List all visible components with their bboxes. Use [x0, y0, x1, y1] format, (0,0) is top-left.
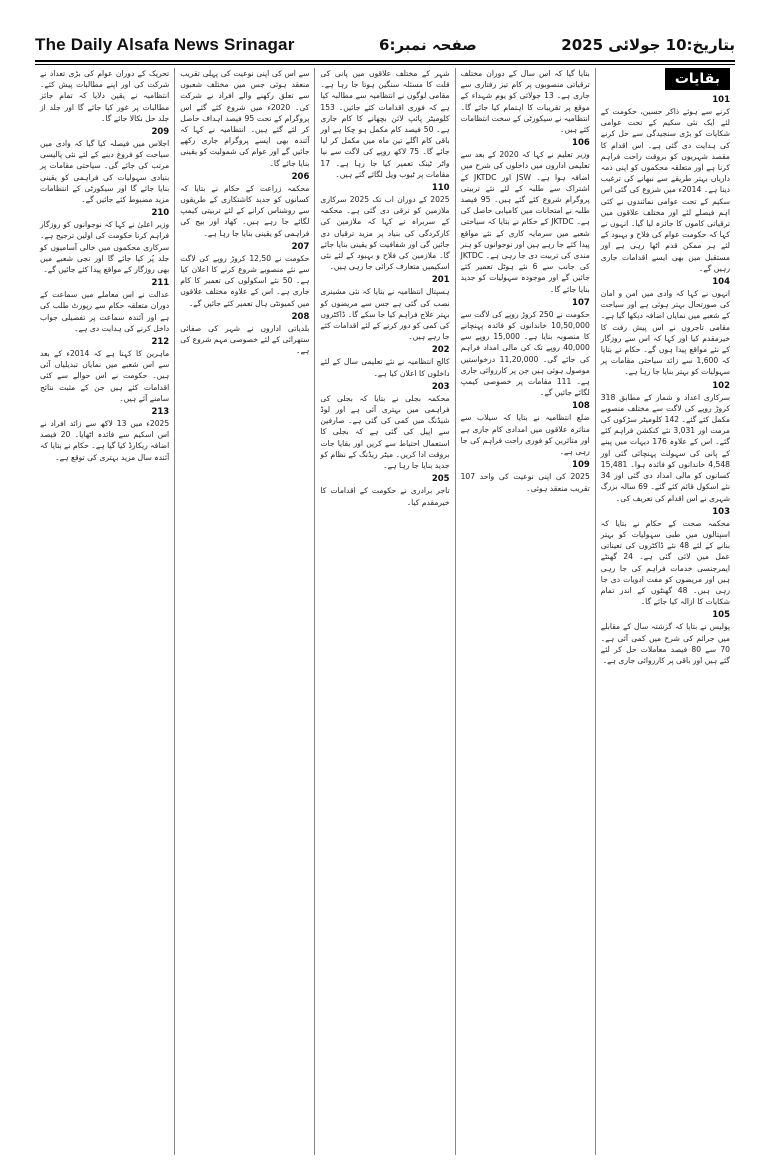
item-number: 107 [572, 297, 590, 308]
item-text: حکومت نے 12,50 کروڑ روپے کی لاگت سے نئے منصوبے شروع کرنے کا اعلان کیا ہے۔ 50 نئے اسکولوں کی تعمیر کا کام جاری ہے۔ اس کے علاوہ مختلف علاقوں میں کمیونٹی ہال تعمیر کئے جائیں گے۔ [180, 253, 310, 308]
article-item [180, 68, 309, 169]
item-text: بتایا گیا کہ اس سال کے دوران مختلف ترقیاتی منصوبوں پر کام تیز رفتاری سے جاری ہے۔ 13 جولائی کو یوم شہداء کے موقع پر تقریبات کا اہتمام کیا جائے گا۔ انتظامیہ نے سیکورٹی کے سخت انتظامات کئے ہیں۔ [460, 69, 590, 135]
article-item [601, 610, 730, 666]
item-text: ماہرین کا کہنا ہے کہ 2014ء کے بعد سے اس شعبے میں نمایاں تبدیلیاں آئی ہیں۔ حکومت نے اس حوالے سے کئی اقدامات کئے ہیں جن کے مثبت نتائج سامنے آئے ہیں۔ [39, 349, 170, 403]
item-text: وزیر اعلیٰ نے کہا کہ نوجوانوں کو روزگار فراہم کرنا حکومت کی اولین ترجیح ہے۔ سرکاری محکموں میں خالی آسامیوں کو جلد پُر کیا جائے گا اور نجی شعبے میں بھی روزگار کے مواقع پیدا کئے جائیں گے۔ [39, 220, 170, 275]
article-item [40, 407, 169, 463]
item-number: 213 [151, 407, 170, 418]
article-item [320, 382, 449, 471]
item-text: سے اس کی اپنی نوعیت کی پہلی تقریب منعقد ہوئی جس میں مختلف شعبوں سے تعلق رکھنے والے افراد نے شرکت کی۔ 2020ء میں شروع کئے گئے اس پروگرام کے تحت 95 فیصد اہداف حاصل کر لئے گئے ہیں۔ انتظامیہ نے کہا کہ آئندہ بھی ایسے پروگرام جاری رکھے جائیں گے اور عوام کی شمولیت کو یقینی بنایا جائے گا۔ [180, 69, 310, 168]
item-text: حکومت نے 250 کروڑ روپے کی لاگت سے 10,50,000 خاندانوں کو فائدہ پہنچانے کا منصوبہ بنایا ہے۔ 15,000 روپے سے 40,000 روپے تک کی مالی امداد فراہم کی جائے گی۔ 11,20,000 درخواستیں موصول ہوئی ہیں جن پر کارروائی جاری ہے۔ 111 مقامات پر خصوصی کیمپ لگائے جائیں گے۔ [460, 309, 590, 398]
column-2 [455, 68, 595, 1155]
item-text: پولیس نے بتایا کہ گزشتہ سال کے مقابلے میں جرائم کی شرح میں کمی آئی ہے۔ 70 سے 80 فیصد معاملات حل کر لئے گئے ہیں اور باقی پر کارروائی جاری ہے۔ [600, 622, 730, 665]
item-number: 110 [431, 183, 450, 194]
article-item [320, 345, 449, 378]
article-item [461, 68, 590, 135]
masthead-rule [35, 64, 735, 65]
article-item [40, 208, 169, 275]
article-item [461, 138, 590, 295]
article-item [601, 95, 730, 274]
item-number: 201 [431, 275, 450, 286]
item-number: 109 [572, 460, 590, 471]
column-1 [595, 68, 735, 1155]
article-item [601, 381, 730, 504]
item-text: تاجر برادری نے حکومت کے اقدامات کا خیرمقدم کیا۔ [320, 486, 450, 507]
item-text: 2025ء میں 13 لاکھ سے زائد افراد نے اس اسکیم سے فائدہ اٹھایا۔ 20 فیصد اضافہ ریکارڈ کیا گیا ہے۔ حکام نے بتایا کہ آئندہ سال مزید بہتری کی توقع ہے۔ [39, 419, 170, 462]
item-text: عدالت نے اس معاملے میں سماعت کے دوران متعلقہ حکام سے رپورٹ طلب کی ہے اور آئندہ سماعت پر تفصیلی جواب داخل کرنے کی ہدایت دی ہے۔ [39, 290, 170, 333]
article-item [40, 337, 169, 404]
item-number: 108 [572, 401, 590, 412]
item-number: 206 [291, 171, 310, 182]
item-number: 101 [712, 95, 730, 105]
item-number: 208 [291, 311, 310, 322]
item-text: شہر کے مختلف علاقوں میں پانی کی قلت کا مسئلہ سنگین ہوتا جا رہا ہے۔ مقامی لوگوں نے انتظامیہ سے مطالبہ کیا ہے کہ فوری اقدامات کئے جائیں۔ 153 کلومیٹر پائپ لائن بچھانے کا کام جاری ہے۔ 50 فیصد کام مکمل ہو چکا ہے اور باقی کام اگلے تین ماہ میں مکمل کر لیا جائے گا۔ 75 لاکھ روپے کی لاگت سے نیا واٹر ٹینک تعمیر کیا جا رہا ہے۔ 17 مقامات پر ٹیوب ویل لگائے گئے ہیں۔ [320, 69, 450, 179]
column-4 [174, 68, 314, 1155]
article-item [601, 507, 730, 608]
item-number: 103 [712, 506, 730, 517]
item-number: 202 [431, 345, 450, 356]
column-5 [35, 68, 174, 1155]
newspaper-title: The Daily Alsafa News Srinagar [35, 35, 295, 54]
item-number: 106 [572, 138, 590, 149]
item-text: تحریک کے دوران عوام کی بڑی تعداد نے شرکت کی اور اپنے مطالبات پیش کئے۔ انتظامیہ نے یقین دلایا کہ تمام جائز مطالبات پر غور کیا جائے گا اور جلد از جلد حل نکالا جائے گا۔ [39, 69, 170, 123]
article-item [461, 401, 590, 457]
article-item [601, 277, 730, 378]
item-number: 203 [431, 381, 450, 392]
article-item [320, 275, 449, 342]
item-text: 2025 کی اپنی نوعیت کی واحد 107 تقریب منعقد ہوئی۔ [460, 472, 590, 493]
column-3 [314, 68, 454, 1155]
item-text: کرنے سے ہوئے ذاکر حسین، حکومت کے لئے ایک نئی سکیم کے تحت عوامی شکایات کو بڑی سنجیدگی سے حل کرنے کی ہدایت دی گئی ہے۔ اس اقدام کا مقصد شہریوں کو بروقت راحت فراہم کرنا ہے اور متعلقہ محکموں کو اپنی ذمہ داریاں بہتر طریقے سے نبھانے کی ترغیب دینا ہے۔ 2014ء میں شروع کی گئی اس سکیم کے تحت عوامی نمائندوں نے کئی اہم فیصلے لئے اور مختلف علاقوں میں ترقیاتی کاموں کا جائزہ لیا گیا۔ انہوں نے کہا کہ حکومت عوام کی فلاح و بہبود کے لئے ہر ممکن قدم اٹھا رہی ہے اور مستقبل میں بھی ایسے اقدامات جاری رہیں گے۔ [600, 107, 731, 273]
masthead [35, 30, 735, 62]
item-text: اجلاس میں فیصلہ کیا گیا کہ وادی میں سیاحت کو فروغ دینے کے لئے نئی پالیسی مرتب کی جائے گی۔ سیاحتی مقامات پر بنیادی سہولیات کی فراہمی کو یقینی بنایا جائے گا اور سیکورٹی کے انتظامات مزید مضبوط کئے جائیں گے۔ [39, 139, 170, 205]
article-item [180, 242, 309, 309]
article-item [461, 298, 590, 399]
item-text: کالج انتظامیہ نے نئے تعلیمی سال کے لئے داخلوں کا اعلان کیا ہے۔ [320, 357, 450, 378]
article-item [40, 68, 169, 124]
article-item [180, 172, 309, 239]
article-item [320, 68, 449, 180]
item-text: محکمہ بجلی نے بتایا کہ بجلی کی فراہمی میں بہتری آئی ہے اور لوڈ شیڈنگ میں کمی کی گئی ہے۔ صارفین سے اپیل کی گئی ہے کہ بجلی کا استعمال احتیاط سے کریں اور بقایا جات بروقت ادا کریں۔ میٹر ریڈنگ کے نظام کو جدید بنایا جا رہا ہے۔ [320, 393, 450, 471]
item-text: ہسپتال انتظامیہ نے بتایا کہ نئی مشینری نصب کی گئی ہے جس سے مریضوں کو بہتر علاج فراہم کیا جا سکے گا۔ ڈاکٹروں کی کمی کو دور کرنے کے لئے اقدامات کئے جا رہے ہیں۔ [320, 287, 450, 342]
item-text: محکمہ زراعت کے حکام نے بتایا کہ کسانوں کو جدید کاشتکاری کے طریقوں سے روشناس کرانے کے لئے تربیتی کیمپ لگائے جا رہے ہیں۔ کھاد اور بیج کی فراہمی کو یقینی بنایا جا رہا ہے۔ [180, 183, 310, 238]
item-text: بلدیاتی اداروں نے شہر کی صفائی ستھرائی کے لئے خصوصی مہم شروع کی ہے۔ [180, 323, 310, 356]
article-item [320, 474, 449, 507]
item-number: 105 [712, 610, 730, 621]
issue-date: بتاریخ:10 جولائی 2025 [561, 36, 735, 54]
item-number: 212 [151, 337, 170, 348]
item-number: 209 [151, 127, 170, 138]
item-number: 102 [712, 380, 730, 391]
article-item [180, 312, 309, 357]
item-number: 207 [291, 241, 310, 252]
item-number: 104 [712, 277, 730, 288]
article-columns [35, 68, 735, 1155]
article-item [320, 183, 449, 272]
item-text: انہوں نے کہا کہ وادی میں امن و امان کی صورتحال بہتر ہوئی ہے اور سیاحت کے شعبے میں نمایاں اضافہ دیکھا گیا ہے۔ مقامی تاجروں نے اس پیش رفت کا خیرمقدم کیا اور کہا کہ اس سے روزگار کے نئے مواقع پیدا ہوں گے۔ حکام نے بتایا کہ 1,600 سے زائد سیاحتی مقامات پر سہولیات کو بہتر بنایا جا رہا ہے۔ [600, 289, 730, 377]
item-number: 211 [151, 278, 170, 289]
item-text: ضلع انتظامیہ نے بتایا کہ سیلاب سے متاثرہ علاقوں میں امدادی کام جاری ہے اور متاثرین کو فوری راحت فراہم کی جا رہی ہے۔ [460, 413, 590, 457]
item-text: وزیر تعلیم نے کہا کہ 2020 کے بعد سے تعلیمی اداروں میں داخلوں کی شرح میں اضافہ ہوا ہے۔ JSW اور JKTDC کے اشتراک سے طلبہ کے لئے نئے تربیتی پروگرام شروع کئے گئے ہیں۔ 95 فیصد طلبہ نے امتحانات میں کامیابی حاصل کی ہے۔ JKTDC کے حکام نے بتایا کہ سیاحتی شعبے میں سرمایہ کاری کے نئے مواقع پیدا کئے جا رہے ہیں اور نوجوانوں کو ہنر مندی کی تربیت دی جا رہی ہے۔ JKTDC کی جانب سے 6 نئے ہوٹل تعمیر کئے جائیں گے اور موجودہ سہولیات کو جدید بنایا جائے گا۔ [460, 150, 590, 294]
item-text: سرکاری اعداد و شمار کے مطابق 318 کروڑ روپے کی لاگت سے مختلف منصوبے مکمل کئے گئے۔ 142 کلومیٹر سڑکوں کی مرمت اور 3,031 نئے کنکشن فراہم کئے گئے۔ اس کے علاوہ 176 دیہات میں پینے کے پانی کی سہولت پہنچائی گئی اور 4,548 خاندانوں کو فائدہ ہوا۔ 15,481 کسانوں کو مالی امداد دی گئی اور 34 نئے اسکول قائم کئے گئے۔ 69 سالہ بزرگ شہری نے اس اقدام کی تعریف کی۔ [600, 392, 731, 503]
item-number: 210 [151, 208, 170, 219]
item-number: 205 [431, 474, 450, 485]
item-text: محکمہ صحت کے حکام نے بتایا کہ اسپتالوں میں طبی سہولیات کو بہتر بنانے کے لئے 48 نئے ڈاکٹروں کی تعیناتی عمل میں لائی گئی ہے۔ 24 گھنٹے ایمرجنسی خدمات فراہم کی جا رہی ہیں اور مریضوں کو مفت ادویات دی جا رہی ہیں۔ 48 گھنٹوں کے اندر تمام شکایات کا ازالہ کیا جائے گا۔ [600, 518, 730, 607]
section-label: بقایات [665, 68, 730, 90]
article-item [461, 460, 590, 493]
article-item [40, 278, 169, 334]
page-number-label: صفحہ نمبر:6 [379, 36, 477, 54]
article-item [40, 127, 169, 205]
item-text: 2025 کے دوران اب تک 2025 سرکاری ملازمین کو ترقی دی گئی ہے۔ محکمہ کے سربراہ نے کہا کہ ملازمین کی کارکردگی کی بنیاد پر مزید ترقیاں دی جائیں گی اور شفافیت کو یقینی بنایا جائے گا۔ ملازمین کی فلاح و بہبود کے لئے نئی اسکیمیں متعارف کرائی جا رہی ہیں۔ [320, 195, 450, 272]
